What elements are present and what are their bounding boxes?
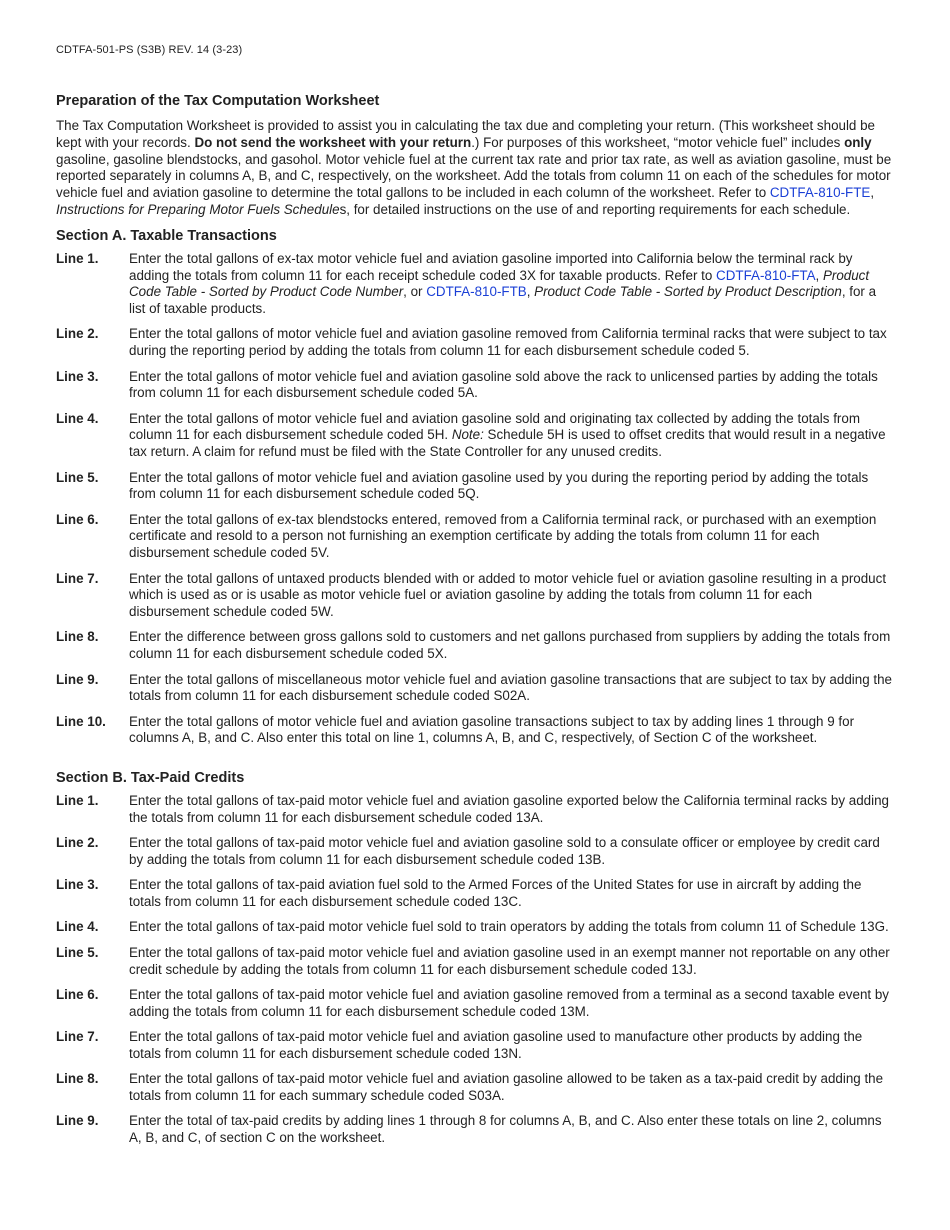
section-a	[56, 227, 894, 747]
section-b-line-7	[56, 1029, 894, 1063]
line-label: Line 7.	[56, 570, 99, 586]
line-label: Line 4.	[56, 919, 99, 935]
line-label: Line 9.	[56, 671, 99, 687]
line-text: Enter the total gallons of tax-paid aviation fuel sold to the Armed Forces of the United States for use in aircraft by adding the totals from column 11 for each disbursement schedule coded 13C.	[129, 877, 862, 910]
line-text: Enter the total gallons of tax-paid motor vehicle fuel sold to train operators by adding the totals from column 11 of Schedule 13G.	[129, 919, 889, 935]
cdtfa-810-ftb-link[interactable]: CDTFA-810-FTB	[426, 284, 527, 300]
line-text-italic: Product Code Table - Sorted by Product Description	[534, 284, 842, 300]
section-a-line-9	[56, 672, 894, 706]
intro-text-2: .) For purposes of this worksheet, “motor vehicle fuel” includes	[471, 134, 845, 150]
preparation-heading: Preparation of the Tax Computation Worksheet	[56, 93, 380, 109]
line-label: Line 5.	[56, 944, 99, 960]
line-text: Enter the total gallons of motor vehicle fuel and aviation gasoline used by you during the reporting period by adding the totals from column 11 for each disbursement schedule coded 5Q.	[129, 469, 869, 502]
section-b-line-8	[56, 1071, 894, 1105]
section-a-line-4	[56, 411, 894, 461]
line-text: Enter the total gallons of motor vehicle fuel and aviation gasoline removed from California terminal racks that were subject to tax during the reporting period by adding the totals from column 11 for each disbursement schedule coded 5.	[129, 326, 887, 359]
line-text	[129, 251, 894, 318]
line-label: Line 6.	[56, 986, 99, 1002]
intro-text-3: gasoline, gasoline blendstocks, and gasohol. Motor vehicle fuel at the current tax rate and prior tax rate, as well as aviation gasoline, must be reported separately in columns A, B, and C, respectively, on the worksheet. Add the totals from column 11 on each of the schedules for motor vehicle fuel and aviation gasoline to determine the total gallons to be included in each column of the worksheet. Refer to	[56, 151, 892, 201]
line-label: Line 8.	[56, 629, 99, 645]
intro-bold-2: only	[844, 134, 872, 150]
line-text: Enter the total gallons of miscellaneous motor vehicle fuel and aviation gasoline transactions that are subject to tax by adding the totals from column 11 for each disbursement schedule coded S02A.	[129, 671, 892, 704]
section-b-heading: Section B. Tax-Paid Credits	[56, 770, 245, 787]
section-a-line-6	[56, 512, 894, 562]
line-text: Enter the difference between gross gallons sold to customers and net gallons purchased from suppliers by adding the totals from column 11 for each disbursement schedule coded 5X.	[129, 629, 891, 662]
line-label: Line 1.	[56, 250, 99, 266]
section-a-line-1	[56, 251, 894, 318]
line-label: Line 7.	[56, 1028, 99, 1044]
section-b-line-2	[56, 835, 894, 869]
section-b-line-6	[56, 987, 894, 1021]
line-label: Line 5.	[56, 469, 99, 485]
line-label: Line 9.	[56, 1113, 99, 1129]
line-text-italic: Product Code Table - Sorted by Product Code Number	[129, 267, 870, 300]
line-label: Line 2.	[56, 835, 99, 851]
line-text: Enter the total gallons of ex-tax blendstocks entered, removed from a California terminal rack, or purchased with an exemption certificate and resold to a person not furnishing an exemption certificate by adding the totals from column 11 for each disbursement schedule coded 5V.	[129, 511, 877, 561]
line-label: Line 3.	[56, 877, 99, 893]
line-text: Enter the total gallons of tax-paid motor vehicle fuel and aviation gasoline allowed to be taken as a tax-paid credit by adding the totals from column 11 for each summary schedule coded S03A.	[129, 1071, 884, 1103]
line-label: Line 4.	[56, 410, 99, 426]
line-text: Enter the total gallons of motor vehicle fuel and aviation gasoline sold above the rack to unlicensed parties by adding the totals from column 11 for each disbursement schedule coded 5A.	[129, 368, 878, 401]
section-a-heading: Section A. Taxable Transactions	[56, 227, 277, 244]
line-text: Enter the total gallons of motor vehicle fuel and aviation gasoline transactions subject to tax by adding lines 1 through 9 for columns A, B, and C. Also enter this total on line 1, columns A, B, and C, respectively, of Section C of the worksheet.	[129, 713, 855, 746]
document-body	[56, 92, 894, 1147]
intro-text-4: ,	[870, 185, 875, 201]
line-label: Line 8.	[56, 1071, 99, 1087]
intro-text-1: The Tax Computation Worksheet is provided to assist you in calculating the tax due and completing your return. (This worksheet should be kept with your records.	[56, 118, 875, 150]
line-text: Enter the total gallons of tax-paid motor vehicle fuel and aviation gasoline used in an exempt manner not reportable on any other credit schedule by adding the totals from column 11 for each disbursement schedule coded 13J.	[129, 944, 890, 977]
line-text: Enter the total gallons of tax-paid motor vehicle fuel and aviation gasoline removed from a terminal as a second taxable event by adding the totals from column 11 for each disbursement schedule coded 13M.	[129, 986, 889, 1019]
line-text-part: Enter the total gallons of ex-tax motor vehicle fuel and aviation gasoline imported into California below the terminal rack by adding the totals from column 11 for each receipt schedule coded 3X for taxable products. Refer to	[129, 250, 853, 283]
cdtfa-810-fta-link[interactable]: CDTFA-810-FTA	[716, 267, 816, 283]
section-b-line-4	[56, 919, 894, 936]
line-text-part: ,	[815, 267, 823, 283]
line-label: Line 10.	[56, 713, 106, 729]
line-text-part: , for a list of taxable products.	[129, 284, 877, 317]
line-text: Enter the total gallons of tax-paid motor vehicle fuel and aviation gasoline sold to a consulate officer or employee by credit card by adding the totals from column 11 for each disbursement schedule coded 13B.	[129, 835, 880, 868]
line-text: Enter the total of tax-paid credits by adding lines 1 through 8 for columns A, B, and C. Also enter these totals on line 2, columns A, B, and C, of section C on the worksheet.	[129, 1113, 882, 1145]
section-a-line-7	[56, 571, 894, 621]
line-text-part: , or	[403, 284, 427, 300]
line-text: Enter the total gallons of tax-paid motor vehicle fuel and aviation gasoline used to manufacture other products by adding the totals from column 11 for each disbursement schedule coded 13N.	[129, 1028, 863, 1061]
form-id: CDTFA-501-PS (S3B) REV. 14 (3-23)	[56, 44, 243, 56]
line-label: Line 1.	[56, 793, 99, 809]
section-a-line-2	[56, 326, 894, 360]
line-text-part: Enter the total gallons of motor vehicle fuel and aviation gasoline sold and originating tax collected by adding the totals from column 11 for each disbursement schedule coded 5H.	[129, 410, 860, 443]
intro-bold-1: Do not send the worksheet with your return	[194, 134, 472, 150]
section-b-line-1	[56, 793, 894, 827]
section-b	[56, 769, 894, 1147]
line-text: Enter the total gallons of tax-paid motor vehicle fuel and aviation gasoline exported below the California terminal racks by adding the totals from column 11 for each disbursement schedule coded 13A.	[129, 793, 889, 825]
section-a-line-10	[56, 714, 894, 748]
note-label: Note:	[451, 427, 484, 443]
section-a-line-8	[56, 629, 894, 663]
line-text-part: ,	[526, 284, 535, 300]
section-b-line-9	[56, 1113, 894, 1147]
line-label: Line 3.	[56, 368, 99, 384]
section-a-line-5	[56, 470, 894, 504]
line-text: Enter the total gallons of untaxed products blended with or added to motor vehicle fuel or aviation gasoline resulting in a product which is used as or is usable as motor vehicle fuel or aviation gasoline by adding the totals from column 11 for each disbursement schedule coded 5W.	[129, 570, 887, 620]
line-text	[129, 411, 894, 461]
section-b-line-5	[56, 945, 894, 979]
line-label: Line 2.	[56, 326, 99, 342]
cdtfa-810-fte-link[interactable]: CDTFA-810-FTE	[769, 185, 871, 201]
line-label: Line 6.	[56, 511, 99, 527]
intro-text-5: s, for detailed instructions on the use of and reporting requirements for each schedule.	[339, 201, 851, 217]
intro-italic: Instructions for Preparing Motor Fuels Schedule	[56, 201, 340, 217]
line-text-part: Schedule 5H is used to offset credits that would result in a negative tax return. A claim for refund must be filed with the State Controller for any unused credits.	[129, 427, 886, 460]
section-b-line-3	[56, 877, 894, 911]
section-a-line-3	[56, 369, 894, 403]
preparation-paragraph	[56, 118, 894, 219]
